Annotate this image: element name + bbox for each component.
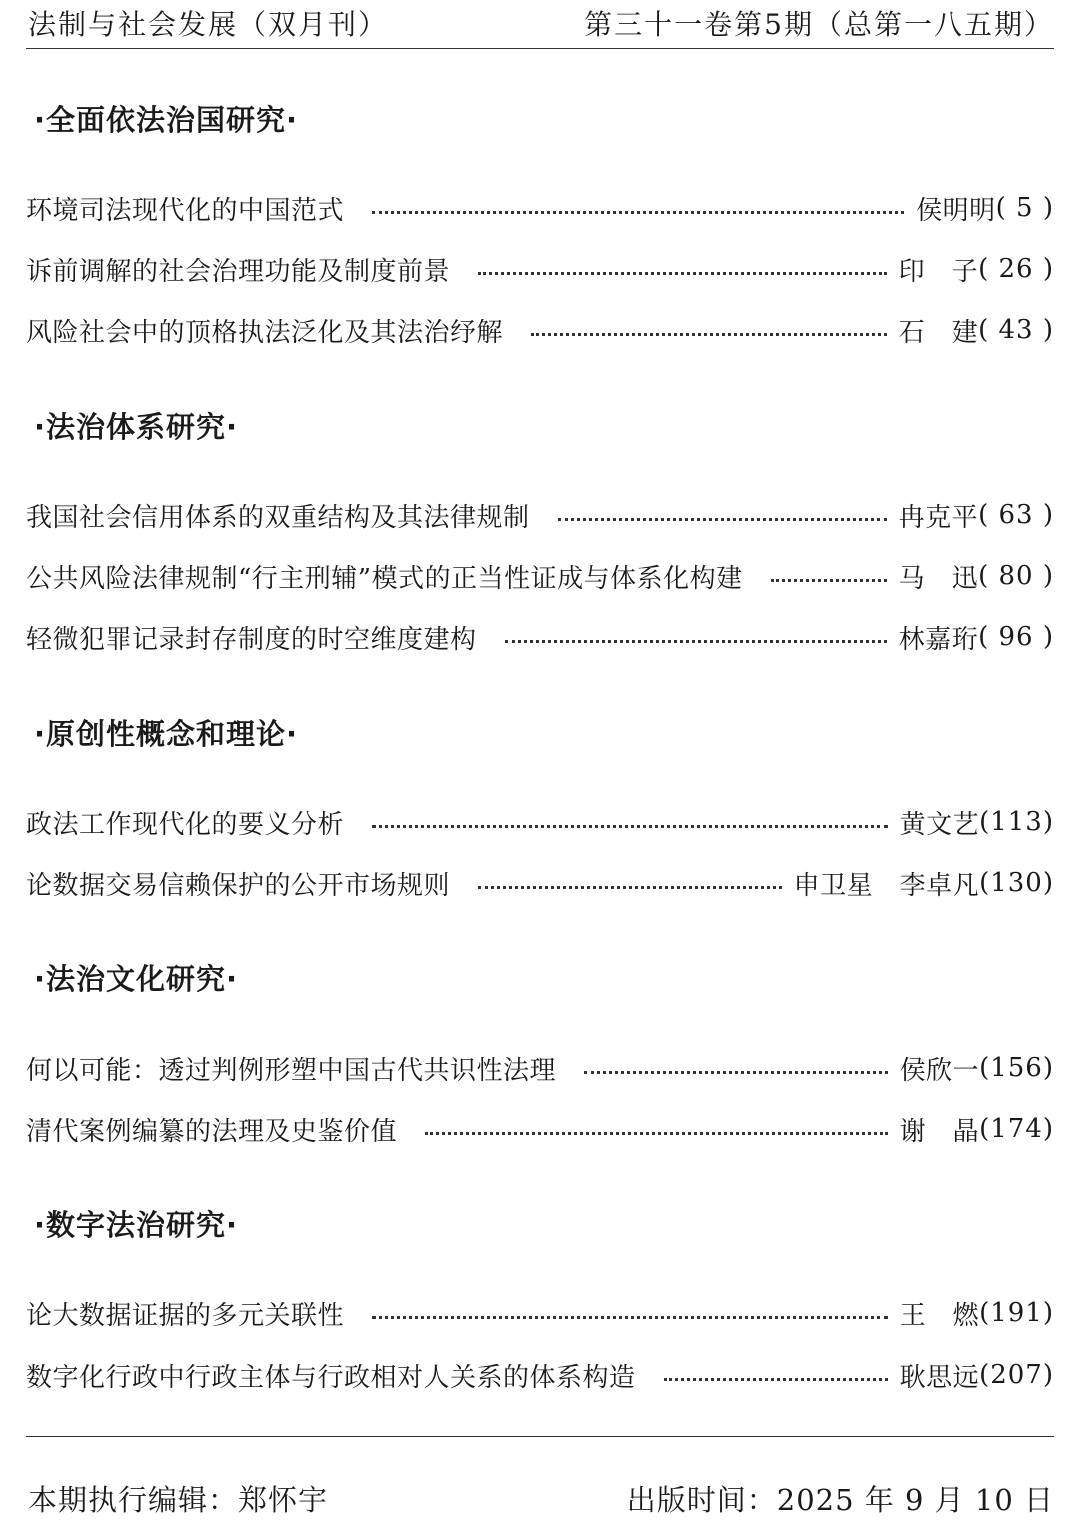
page-number: ( 80 ) bbox=[978, 561, 1054, 591]
article-title: 论数据交易信赖保护的公开市场规则 bbox=[26, 870, 451, 901]
article-author: 王 燃 bbox=[899, 1300, 980, 1331]
article-title: 何以可能：透过判例形塑中国古代共识性法理 bbox=[26, 1055, 557, 1086]
toc-entry[interactable] bbox=[26, 1355, 1054, 1395]
dot-leader bbox=[478, 272, 887, 275]
page-number: (174) bbox=[979, 1114, 1054, 1144]
dot-leader bbox=[425, 1132, 888, 1135]
dot-leader bbox=[771, 579, 887, 582]
article-author: 谢 晶 bbox=[899, 1116, 980, 1147]
dot-leader bbox=[558, 518, 887, 521]
dot-leader bbox=[372, 211, 904, 214]
toc-entry[interactable] bbox=[26, 249, 1054, 289]
article-author: 印 子 bbox=[898, 256, 979, 287]
toc-entry[interactable] bbox=[26, 495, 1054, 535]
article-author: 侯明明 bbox=[916, 195, 996, 226]
dot-leader bbox=[531, 333, 887, 336]
toc-entry[interactable] bbox=[26, 1293, 1054, 1333]
page-number: ( 5 ) bbox=[995, 193, 1054, 223]
header-divider bbox=[26, 48, 1054, 49]
journal-title: 法制与社会发展（双月刊） bbox=[28, 8, 389, 41]
article-author: 石 建 bbox=[898, 317, 979, 348]
page-number: ( 96 ) bbox=[978, 622, 1054, 652]
article-author: 林嘉珩 bbox=[898, 624, 979, 655]
toc-entry[interactable] bbox=[26, 188, 1054, 228]
issue-info: 第三十一卷第5期（总第一八五期） bbox=[584, 8, 1054, 41]
executive-editor: 本期执行编辑：郑怀宇 bbox=[28, 1482, 329, 1517]
publication-date: 出版时间：2025 年 9 月 10 日 bbox=[626, 1482, 1054, 1517]
toc-entry[interactable] bbox=[26, 556, 1054, 596]
section-title: ·法治体系研究· bbox=[34, 410, 239, 444]
dot-leader bbox=[505, 640, 887, 643]
page-footer bbox=[28, 1474, 1054, 1522]
page-header bbox=[28, 0, 1054, 46]
toc-entry[interactable] bbox=[26, 310, 1054, 350]
toc-entry[interactable] bbox=[26, 802, 1054, 842]
page-number: ( 63 ) bbox=[978, 500, 1054, 530]
dot-leader bbox=[478, 886, 782, 889]
dot-leader bbox=[664, 1378, 888, 1381]
article-title: 论大数据证据的多元关联性 bbox=[26, 1300, 345, 1331]
page-number: (113) bbox=[979, 807, 1054, 837]
dot-leader bbox=[584, 1071, 888, 1074]
article-author: 耿思远 bbox=[899, 1362, 980, 1393]
article-author: 黄文艺 bbox=[899, 809, 980, 840]
dot-leader bbox=[372, 1316, 888, 1319]
article-title: 清代案例编纂的法理及史鉴价值 bbox=[26, 1116, 398, 1147]
page-number: (130) bbox=[979, 868, 1054, 898]
section-title: ·数字法治研究· bbox=[34, 1208, 239, 1242]
page-number: (156) bbox=[979, 1053, 1054, 1083]
section-title: ·法治文化研究· bbox=[34, 962, 239, 996]
article-title: 风险社会中的顶格执法泛化及其法治纾解 bbox=[26, 317, 504, 348]
page-number: (207) bbox=[979, 1360, 1054, 1390]
dot-leader bbox=[372, 825, 888, 828]
article-title: 轻微犯罪记录封存制度的时空维度建构 bbox=[26, 624, 477, 655]
section-title: ·全面依法治国研究· bbox=[34, 103, 299, 137]
article-title: 诉前调解的社会治理功能及制度前景 bbox=[26, 256, 451, 287]
toc-entry[interactable] bbox=[26, 1109, 1054, 1149]
toc-entry[interactable] bbox=[26, 1048, 1054, 1088]
article-author: 马 迅 bbox=[898, 563, 979, 594]
article-title: 环境司法现代化的中国范式 bbox=[26, 195, 345, 226]
article-title: 政法工作现代化的要义分析 bbox=[26, 809, 345, 840]
toc-entry[interactable] bbox=[26, 617, 1054, 657]
toc-entry[interactable] bbox=[26, 863, 1054, 903]
article-author: 申卫星 李卓凡 bbox=[793, 870, 980, 901]
article-title: 我国社会信用体系的双重结构及其法律规制 bbox=[26, 502, 530, 533]
page-number: ( 43 ) bbox=[978, 315, 1054, 345]
article-author: 侯欣一 bbox=[899, 1055, 980, 1086]
section-title: ·原创性概念和理论· bbox=[34, 717, 299, 751]
page-number: (191) bbox=[979, 1298, 1054, 1328]
article-title: 数字化行政中行政主体与行政相对人关系的体系构造 bbox=[26, 1362, 636, 1393]
page-number: ( 26 ) bbox=[978, 254, 1054, 284]
article-title: 公共风险法律规制“行主刑辅”模式的正当性证成与体系化构建 bbox=[26, 563, 743, 594]
article-author: 冉克平 bbox=[898, 502, 979, 533]
footer-divider bbox=[26, 1436, 1054, 1437]
